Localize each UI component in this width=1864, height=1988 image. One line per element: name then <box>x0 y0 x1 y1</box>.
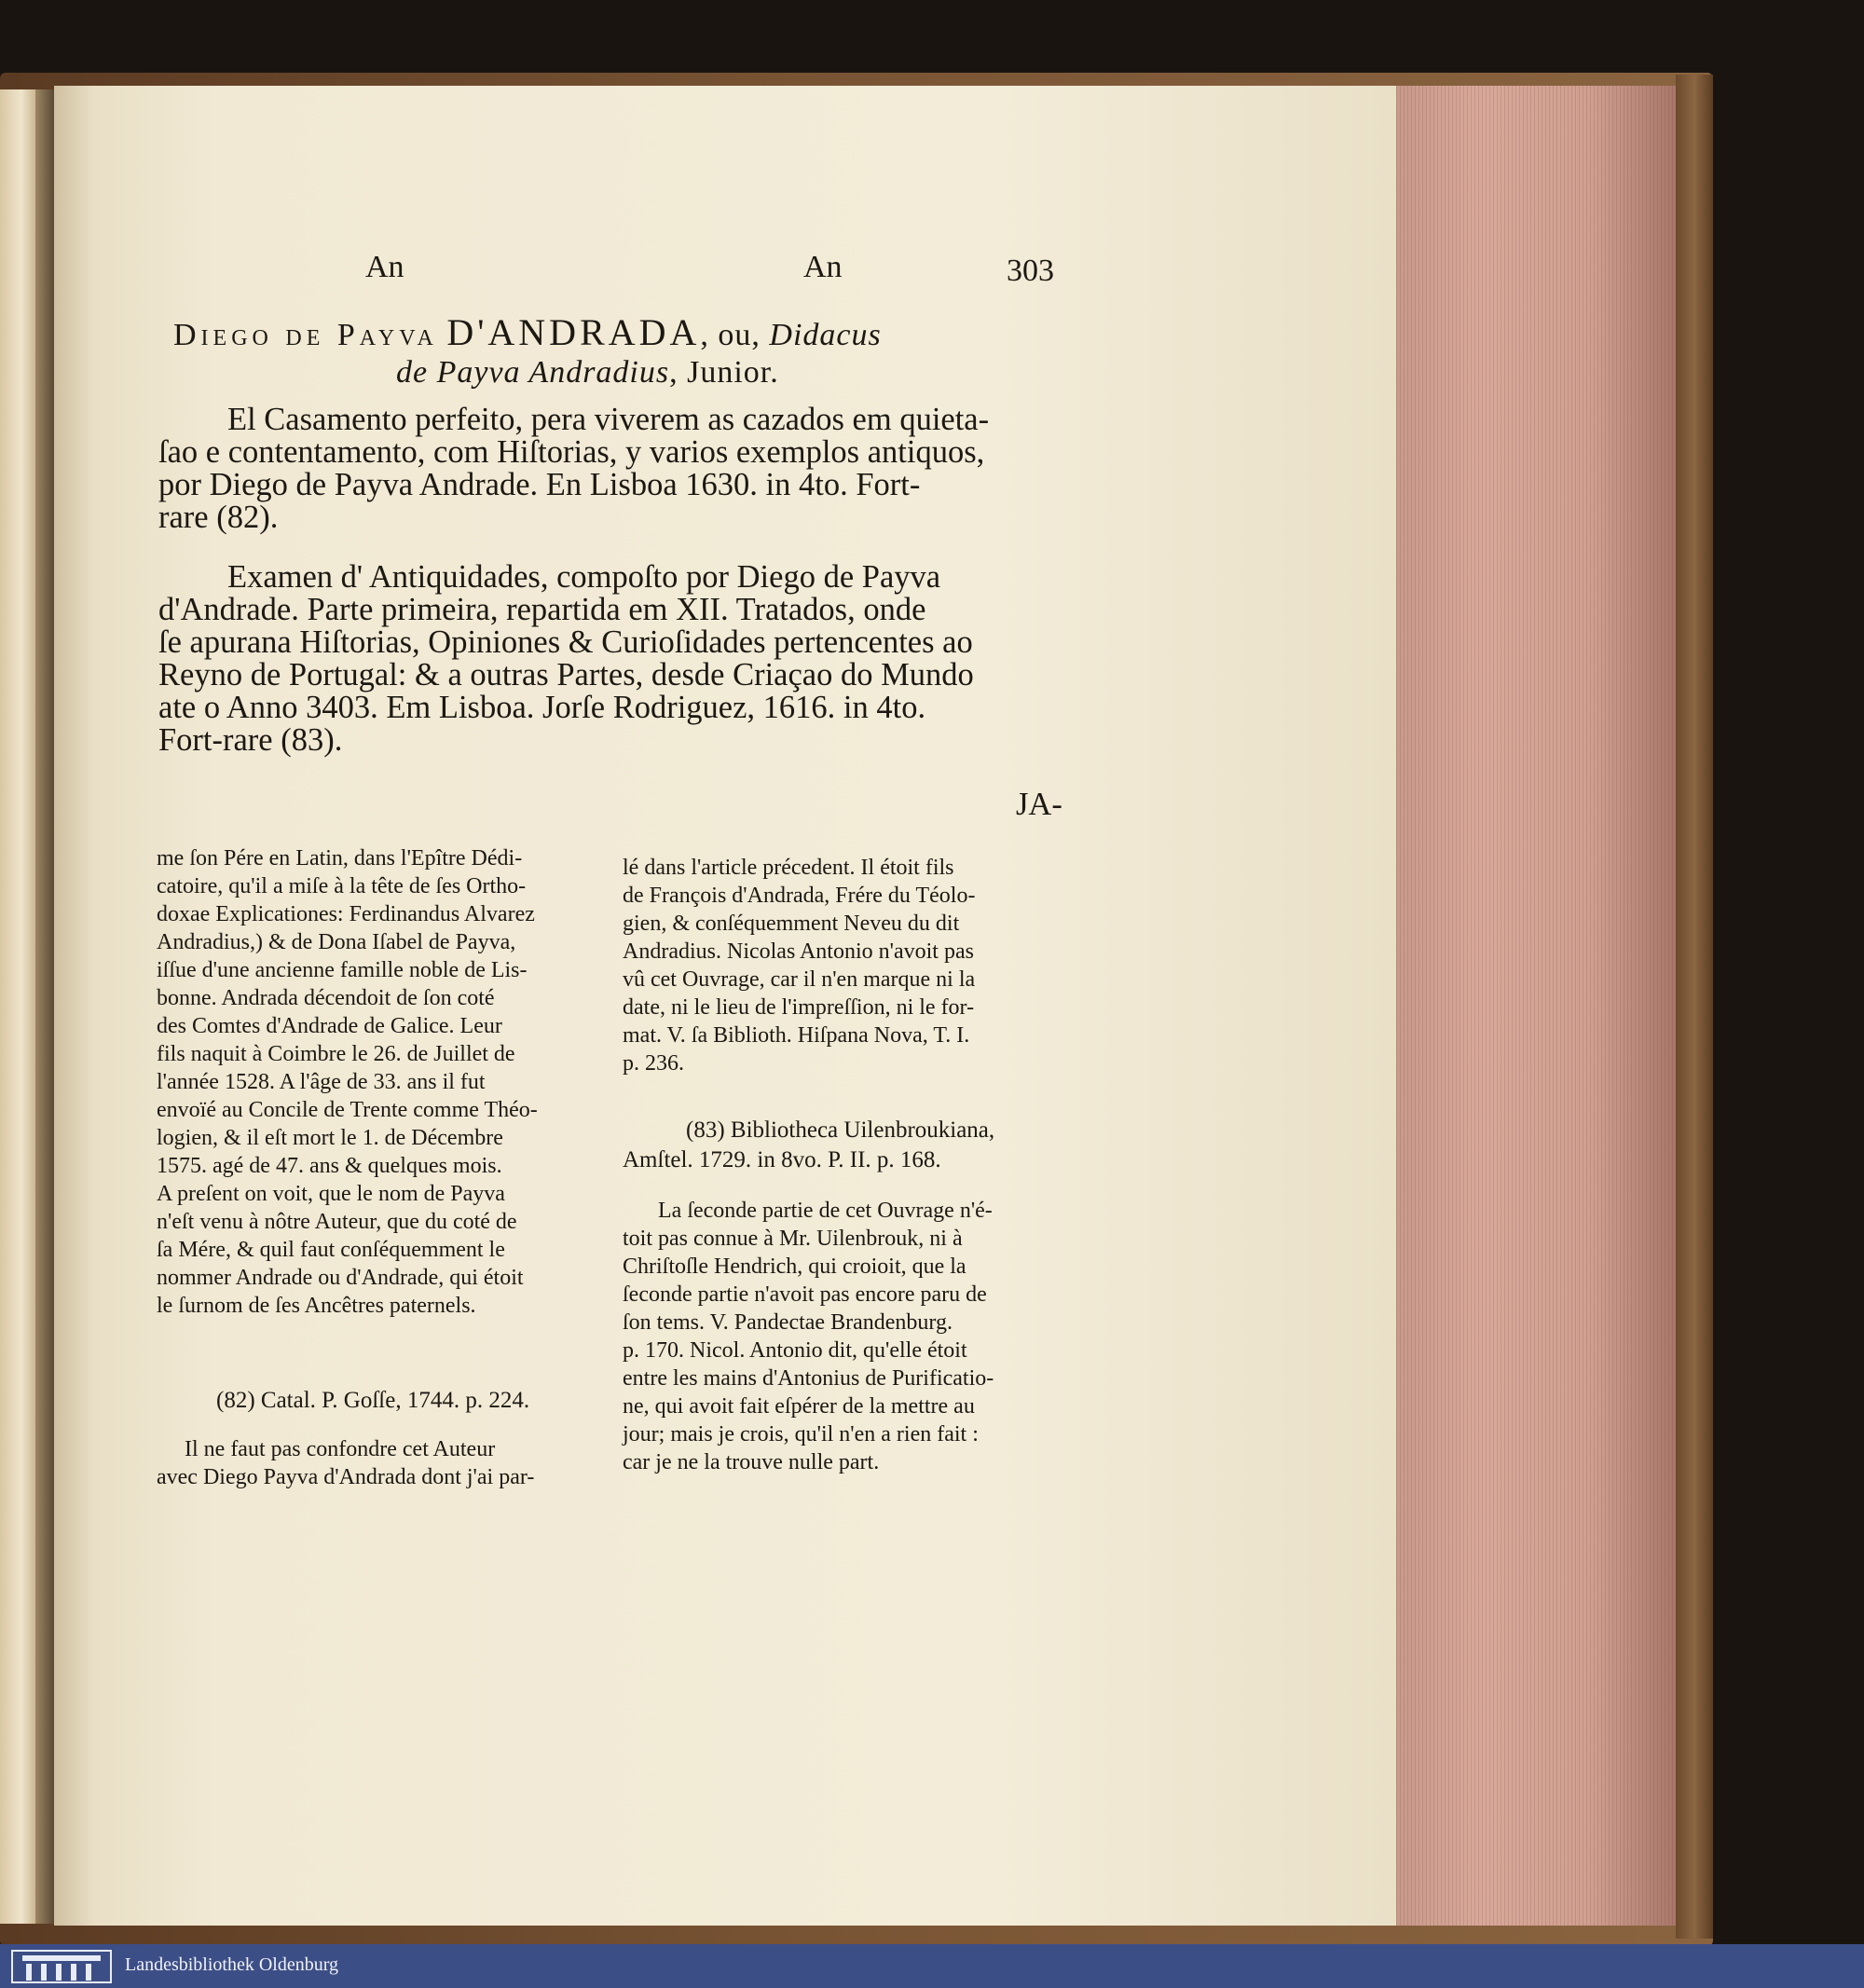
entry-title-name: Diego de Payva <box>173 318 438 352</box>
right-column-line: de François d'Andrada, Frére du Téolo- <box>623 884 976 908</box>
left-column-line: le ſurnom de ſes Ancêtres paternels. <box>157 1294 476 1318</box>
right-column-line: lé dans l'article précedent. Il étoit fils <box>623 856 954 880</box>
right-column-line: La ſeconde partie de cet Ouvrage n'é- <box>658 1199 993 1223</box>
entry-title-latin-1: Didacus <box>769 318 882 352</box>
entry-title-line-1 <box>173 310 882 354</box>
left-column-line: Il ne faut pas confondre cet Auteur <box>185 1437 496 1461</box>
paragraph-1-line: ſao e contentamento, com Hiſtorias, y varios exemplos antiquos, <box>158 434 985 470</box>
right-column-line: ſeconde partie n'avoit pas encore paru de <box>623 1282 987 1307</box>
left-column-line: 1575. agé de 47. ans & quelques mois. <box>157 1154 502 1178</box>
footnote-83-line: (83) Bibliotheca Uilenbroukiana, <box>686 1117 995 1143</box>
left-column-line: n'eſt venu à nôtre Auteur, que du coté de <box>157 1210 517 1234</box>
left-column-line: Andradius,) & de Dona Iſabel de Payva, <box>157 930 516 954</box>
left-column-line: doxae Explicationes: Ferdinandus Alvarez <box>157 902 535 926</box>
running-head-left: An <box>365 250 404 284</box>
right-column-line: Andradius. Nicolas Antonio n'avoit pas <box>623 939 974 964</box>
paragraph-2-line: Examen d' Antiquidades, compoſto por Diego de Payva <box>227 559 941 595</box>
entry-title-junior: , Junior. <box>669 355 779 390</box>
left-page-sliver <box>0 89 35 1924</box>
left-column-line: A preſent on voit, que le nom de Payva <box>157 1182 505 1206</box>
left-column-line: logien, & il eſt mort le 1. de Décembre <box>157 1126 503 1150</box>
right-column-line: mat. V. ſa Biblioth. Hiſpana Nova, T. I. <box>623 1023 970 1048</box>
left-column-line: l'année 1528. A l'âge de 33. ans il fut <box>157 1070 486 1094</box>
entry-title-line-2 <box>396 355 779 391</box>
paragraph-2-line: d'Andrade. Parte primeira, repartida em XII. Tratados, onde <box>158 592 926 627</box>
paragraph-1-line: rare (82). <box>158 500 279 535</box>
right-column-line: Chriſtoſle Hendrich, qui croioit, que la <box>623 1254 966 1279</box>
right-column-line: ne, qui avoit fait eſpérer de la mettre au <box>623 1394 975 1419</box>
right-column-line: ſon tems. V. Pandectae Brandenburg. <box>623 1310 953 1335</box>
catchword: JA- <box>1016 787 1062 822</box>
paragraph-2-line: ate o Anno 3403. Em Lisboa. Jorſe Rodriguez, 1616. in 4to. <box>158 690 926 725</box>
entry-title-latin-2: de Payva Andradius <box>396 355 670 390</box>
left-column-line: iſſue d'une ancienne famille noble de Lis- <box>157 958 528 982</box>
left-column-line: avec Diego Payva d'Andrada dont j'ai par- <box>157 1465 535 1489</box>
paragraph-1-line: El Casamento perfeito, pera viverem as cazados em quieta- <box>227 402 990 437</box>
left-column-line: envoïé au Concile de Trente comme Théo- <box>157 1098 538 1122</box>
right-column-line: p. 236. <box>623 1051 684 1076</box>
left-column-line: des Comtes d'Andrade de Galice. Leur <box>157 1014 502 1038</box>
right-column-line: jour; mais je crois, qu'il n'en a rien fait : <box>623 1422 979 1446</box>
library-building-icon <box>11 1950 112 1983</box>
footnote-82: (82) Catal. P. Goſſe, 1744. p. 224. <box>216 1388 530 1413</box>
running-head-right: An <box>803 250 843 284</box>
right-column-line: gien, & conſéquemment Neveu du dit <box>623 912 960 936</box>
paragraph-2-line: ſe apurana Hiſtorias, Opiniones & Curioſidades pertencentes ao <box>158 624 973 660</box>
footer-bar <box>0 1944 1864 1988</box>
right-column-line: toit pas connue à Mr. Uilenbrouk, ni à <box>623 1227 963 1251</box>
left-column-line: nommer Andrade ou d'Andrade, qui étoit <box>157 1266 524 1290</box>
page-number: 303 <box>1007 254 1054 288</box>
right-column-line: p. 170. Nicol. Antonio dit, qu'elle étoit <box>623 1338 967 1363</box>
left-column-line: fils naquit à Coimbre le 26. de Juillet de <box>157 1042 515 1066</box>
paragraph-1-line: por Diego de Payva Andrade. En Lisboa 1630. in 4to. Fort- <box>158 467 921 502</box>
right-column-line: entre les mains d'Antonius de Purificatio- <box>623 1366 994 1391</box>
book-gutter <box>35 89 54 1924</box>
left-column-line: bonne. Andrada décendoit de ſon coté <box>157 986 495 1010</box>
left-column-line: catoire, qu'il a miſe à la tête de ſes Ortho- <box>157 874 527 898</box>
page-fore-edge <box>1396 86 1676 1926</box>
paragraph-2-line: Reyno de Portugal: & a outras Partes, desde Criaçao do Mundo <box>158 657 974 692</box>
entry-title-caps: D'ANDRADA <box>446 311 701 353</box>
left-column-line: ſa Mére, & quil faut conſéquemment le <box>157 1238 505 1262</box>
right-column-line: date, ni le lieu de l'impreſſion, ni le for- <box>623 995 975 1020</box>
right-column-line: car je ne la trouve nulle part. <box>623 1450 880 1474</box>
entry-title-ou: , ou, <box>700 318 761 352</box>
book-board-right <box>1676 75 1713 1939</box>
paragraph-2-line: Fort-rare (83). <box>158 722 343 758</box>
right-column-line: vû cet Ouvrage, car il n'en marque ni la <box>623 967 976 992</box>
library-name: Landesbibliothek Oldenburg <box>125 1954 339 1975</box>
left-column-line: me ſon Pére en Latin, dans l'Epître Dédi- <box>157 846 523 871</box>
footnote-83-line: Amſtel. 1729. in 8vo. P. II. p. 168. <box>623 1147 941 1172</box>
